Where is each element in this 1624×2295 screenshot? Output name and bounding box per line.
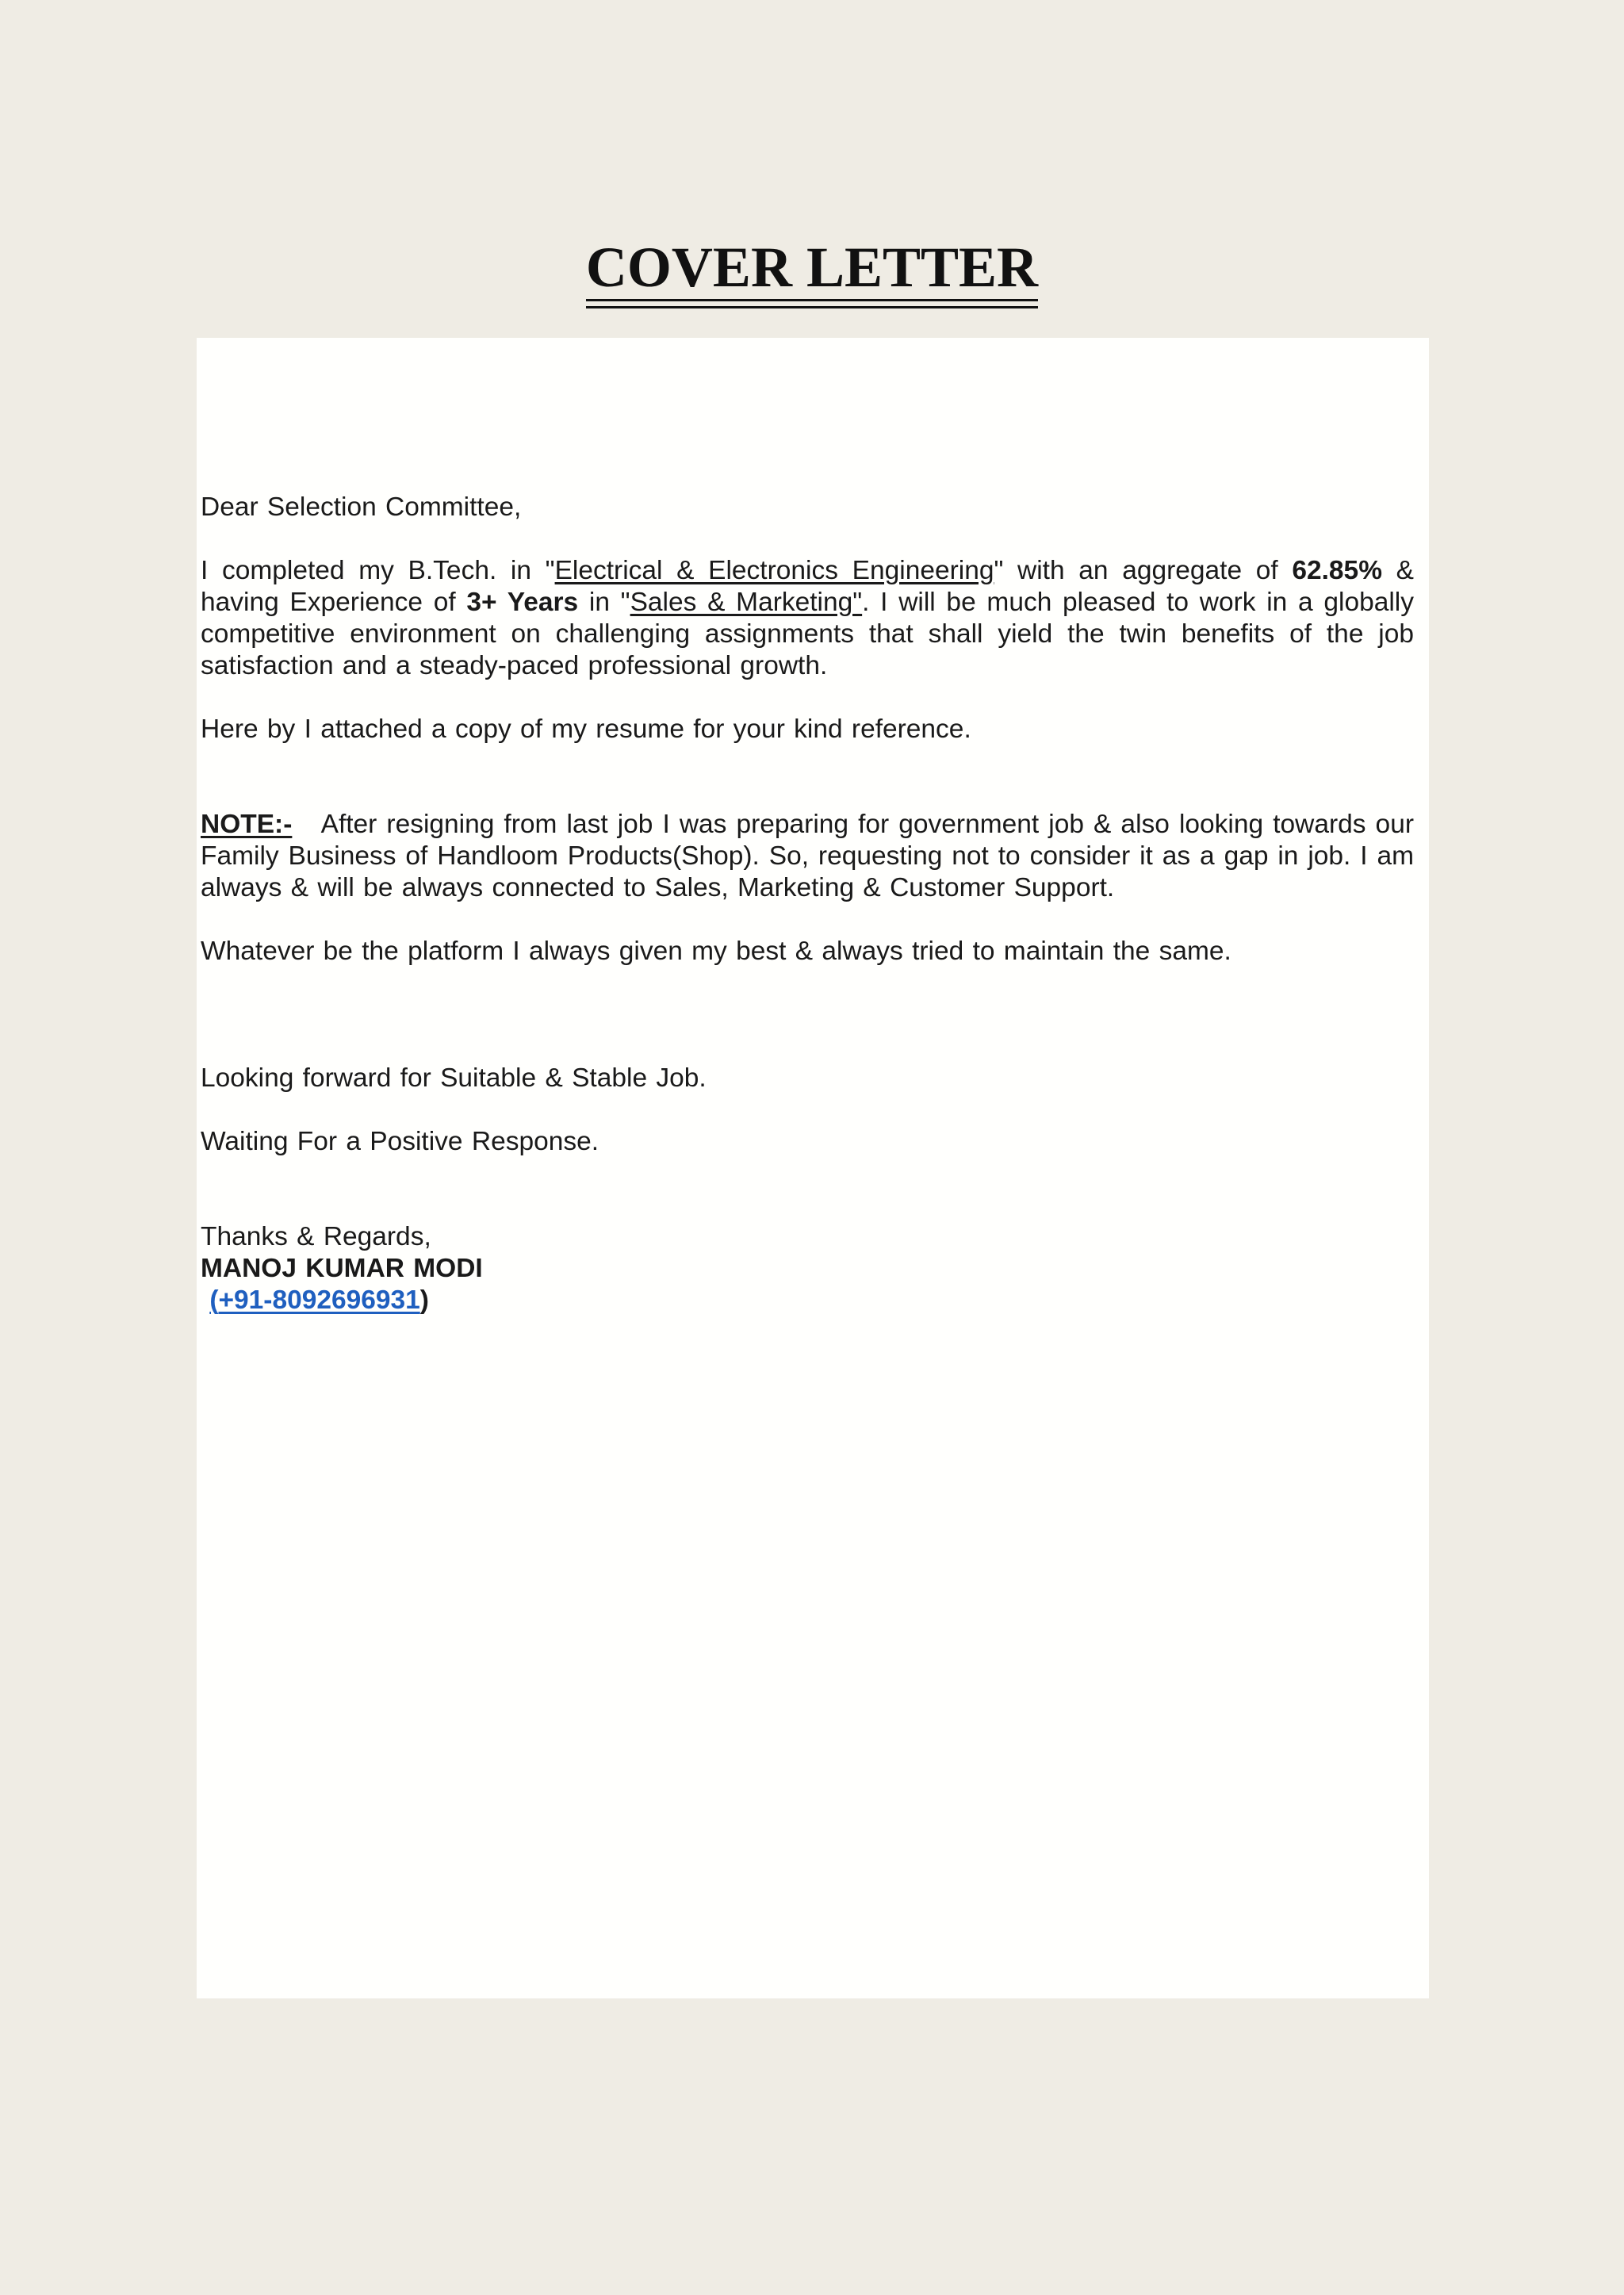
- degree-text: Electrical & Electronics Engineering: [554, 556, 994, 585]
- paragraph-platform: Whatever be the platform I always given my best & always tried to maintain the same.: [201, 937, 1231, 966]
- page-title: COVER LETTER: [0, 232, 1624, 303]
- phone-link[interactable]: (+91-8092696931: [209, 1285, 420, 1315]
- closing: Thanks & Regards,: [201, 1222, 431, 1251]
- aggregate-text: 62.85%: [1292, 556, 1382, 585]
- paragraph-waiting: Waiting For a Positive Response.: [201, 1127, 599, 1156]
- phone-line: (+91-8092696931): [209, 1285, 429, 1315]
- salutation: Dear Selection Committee,: [201, 492, 522, 522]
- paragraph-looking-forward: Looking forward for Suitable & Stable Job.: [201, 1063, 707, 1093]
- note-text: After resigning from last job I was preparing for government job & also looking towards our Family Business of Handloom Products(Shop). So, requesting not to consider it as a gap in job. I am always & will be always connected to Sales, Marketing & Customer Support.: [201, 810, 1414, 902]
- field-text: Sales & Marketing": [630, 588, 863, 617]
- paragraph-education: I completed my B.Tech. in "Electrical & Electronics Engineering" with an aggregate of 62.85% & having Experience of 3+ Years in "Sales & Marketing". I will be much pleased to work in a globally competitive environment on challenging assignments that shall yield the twin benefits of the job satisfaction and a steady-paced professional growth.: [201, 556, 1414, 680]
- experience-text: 3+ Years: [466, 588, 579, 617]
- letter-body: [201, 492, 1414, 1316]
- paragraph-resume: Here by I attached a copy of my resume for your kind reference.: [201, 715, 971, 744]
- note-label: NOTE:-: [201, 810, 293, 839]
- note-paragraph: [201, 809, 1414, 904]
- sender-name: MANOJ KUMAR MODI: [201, 1254, 483, 1283]
